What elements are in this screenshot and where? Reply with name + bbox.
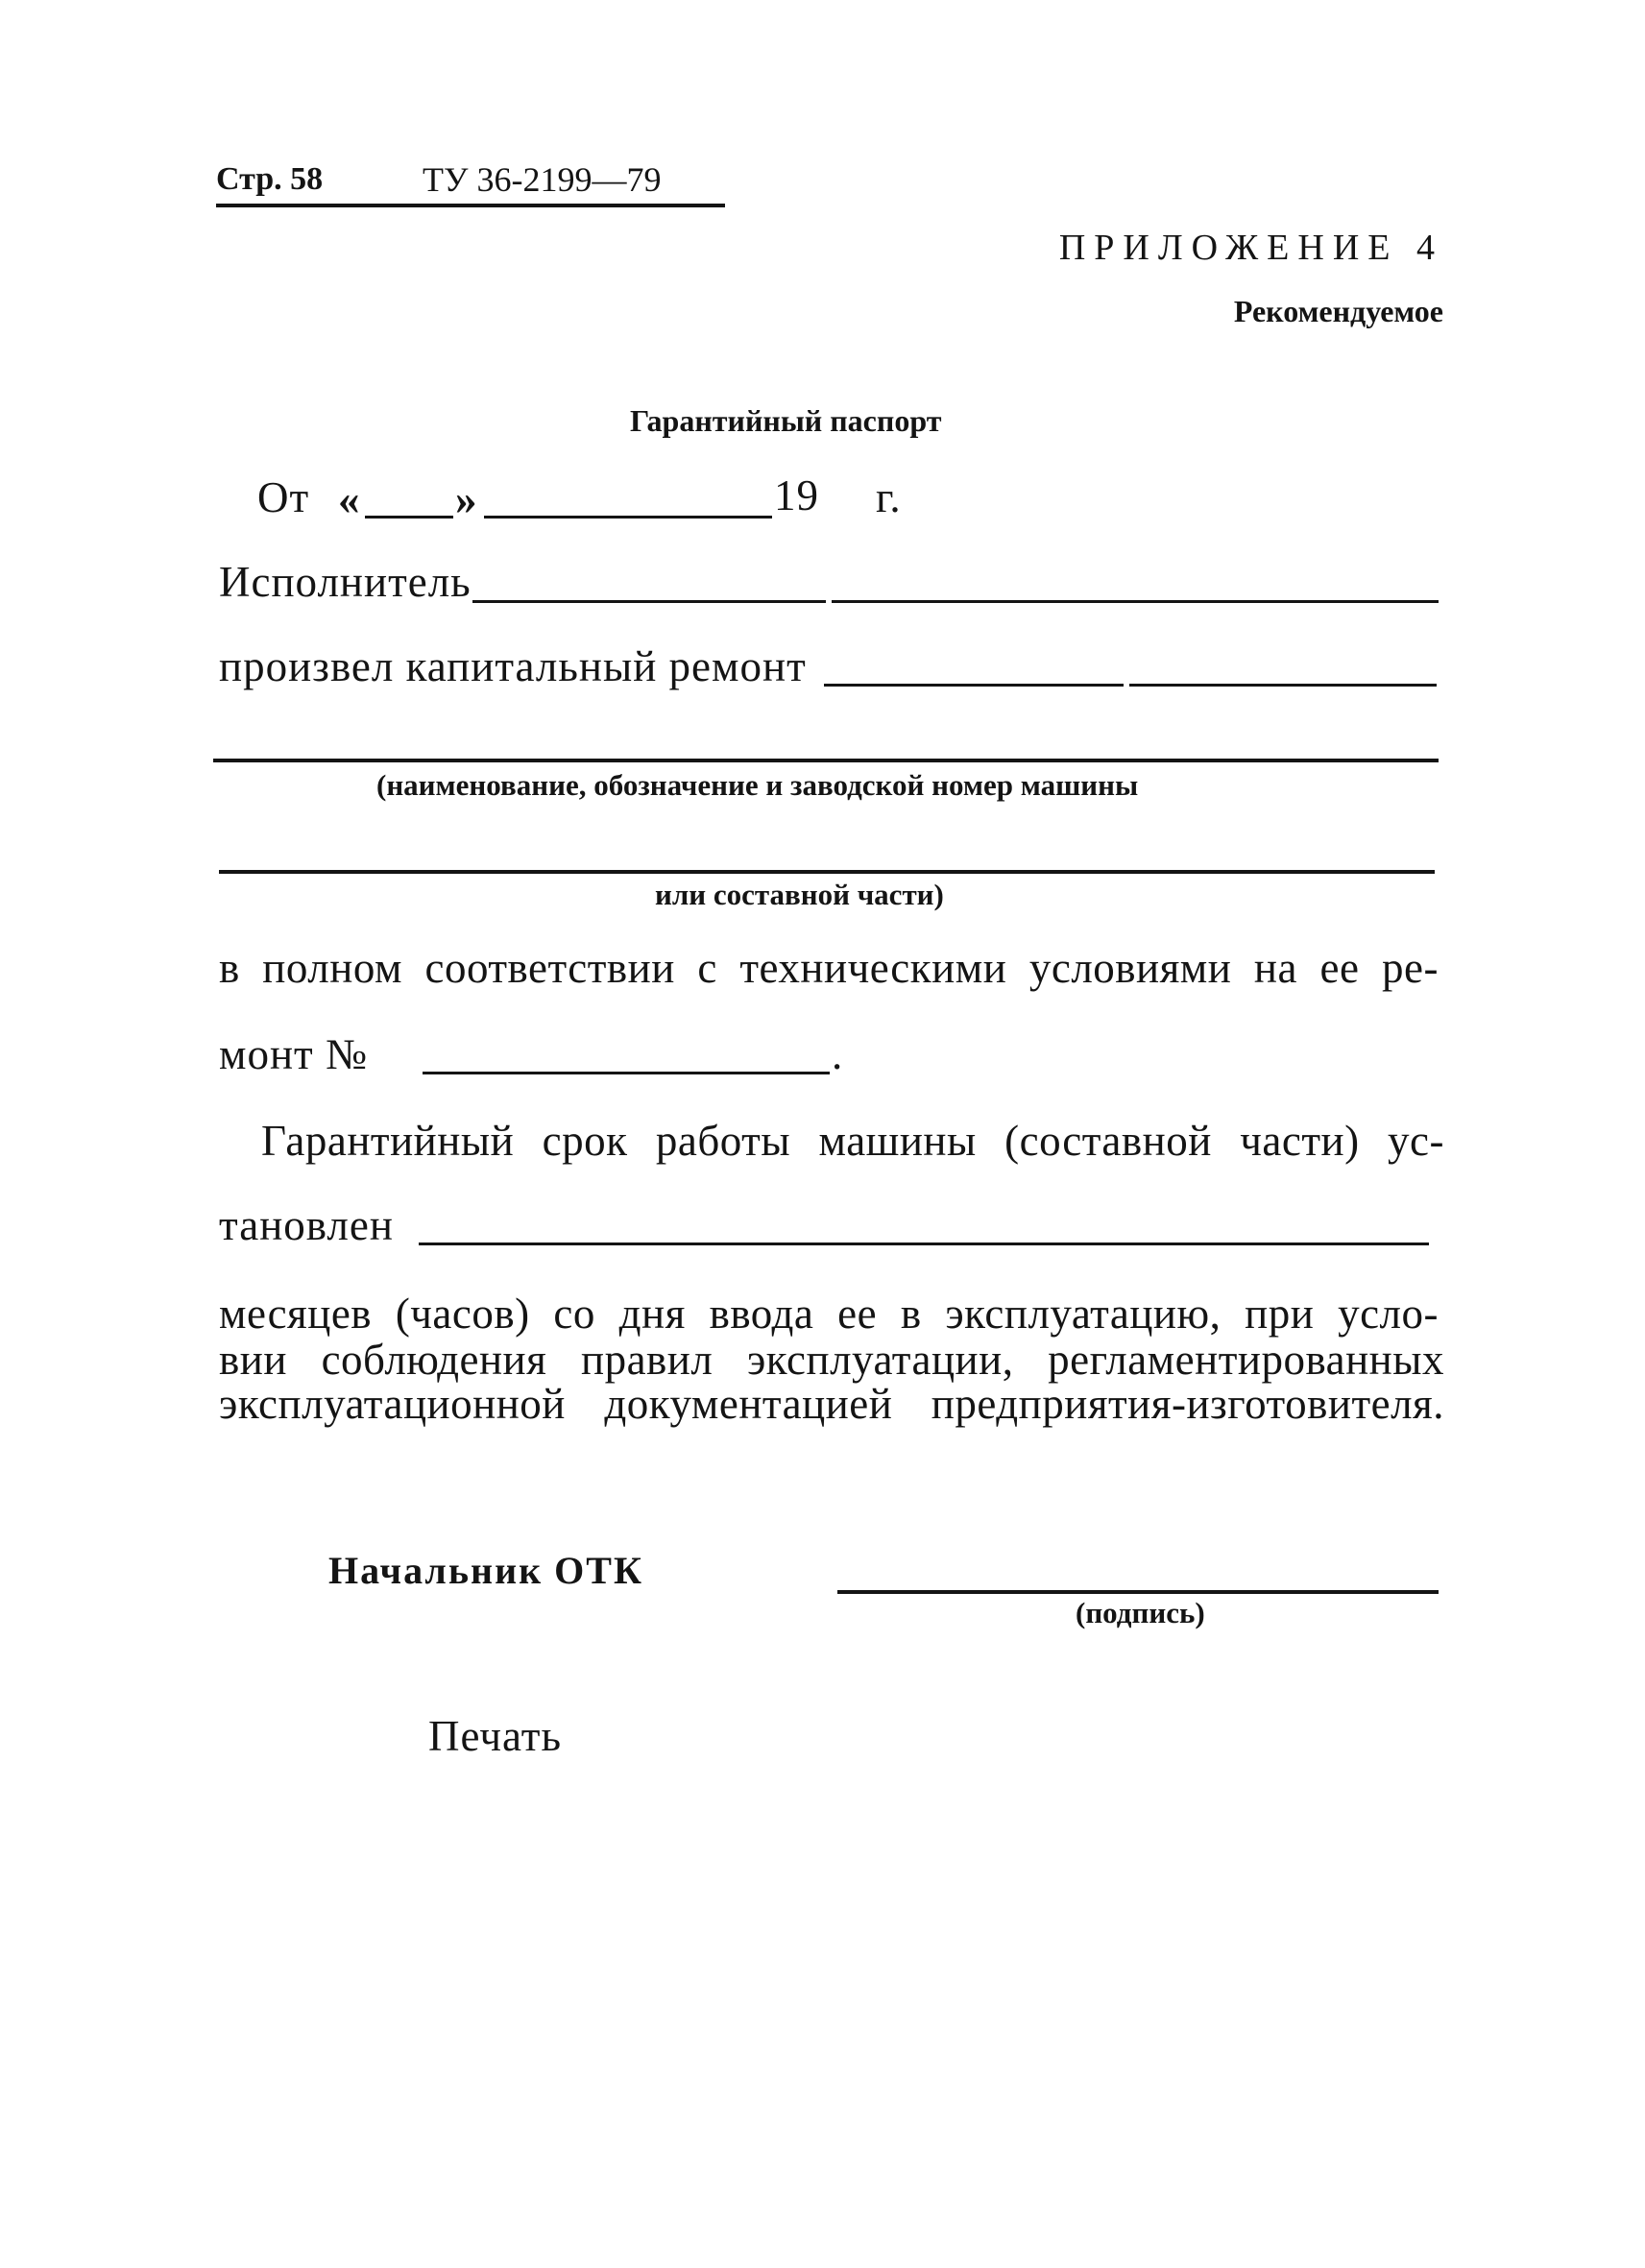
warranty-line-1: Гарантийный срок работы машины (составной части) ус-	[261, 1117, 1444, 1165]
warranty-period-field	[419, 1243, 1429, 1245]
warranty-line-2-prefix: тановлен	[219, 1201, 394, 1249]
page-reference: Стр. 58	[216, 161, 324, 197]
machine-name-field	[213, 759, 1439, 762]
date-suffix: г.	[876, 473, 902, 521]
executor-field-2	[832, 600, 1439, 603]
date-year: 19	[774, 471, 819, 519]
appendix-title: ПРИЛОЖЕНИЕ 4	[1058, 228, 1443, 268]
repair-field-2	[1129, 684, 1437, 687]
header-rule	[216, 204, 725, 207]
spec-number-field	[423, 1072, 830, 1074]
para-line-1: месяцев (часов) со дня ввода ее в эксплуатацию, при усло-	[219, 1290, 1439, 1338]
date-close-quote: »	[455, 475, 478, 523]
para-line-3: эксплуатационной документацией предприятия-изготовителя.	[219, 1380, 1444, 1428]
form-title: Гарантийный паспорт	[630, 403, 942, 438]
date-month-field	[484, 516, 772, 519]
date-open-quote: «	[338, 475, 361, 523]
signature-field	[837, 1590, 1439, 1594]
repair-label: произвел капитальный ремонт	[219, 642, 807, 690]
para-line-2: вии соблюдения правил эксплуатации, регламентированных	[219, 1336, 1444, 1384]
compliance-line-1: в полном соответствии с техническими условиями на ее ре-	[219, 944, 1439, 992]
date-day-field	[365, 516, 453, 519]
date-prefix: От	[257, 473, 310, 521]
machine-part-field	[219, 870, 1435, 874]
repair-field-1	[824, 684, 1124, 687]
machine-name-caption-1: (наименование, обозначение и заводской номер машины	[376, 768, 1139, 802]
stamp-label: Печать	[428, 1712, 562, 1760]
machine-name-caption-2: или составной части)	[655, 878, 944, 911]
executor-field-1	[472, 600, 826, 603]
executor-label: Исполнитель	[219, 558, 472, 606]
signature-role: Начальник ОТК	[328, 1549, 643, 1592]
compliance-line-2-end: .	[832, 1030, 844, 1078]
compliance-line-2-prefix: монт №	[219, 1030, 368, 1078]
appendix-status: Рекомендуемое	[1233, 294, 1443, 328]
signature-caption: (подпись)	[1076, 1596, 1205, 1629]
document-code: ТУ 36-2199—79	[423, 160, 662, 199]
